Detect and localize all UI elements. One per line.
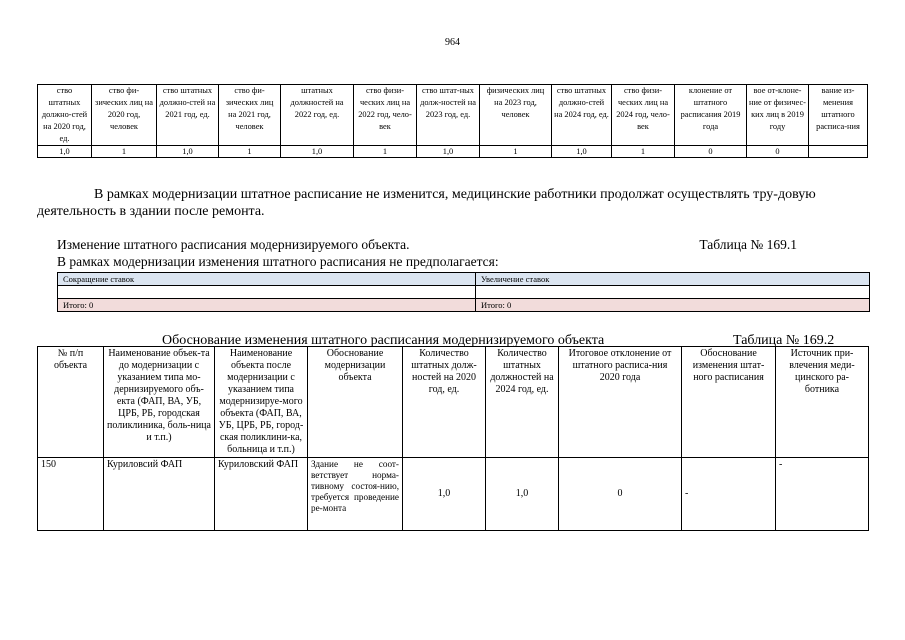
header-cell: Количество штатных должностей на 2024 год, ед. bbox=[486, 347, 559, 458]
value-cell: 1 bbox=[612, 146, 675, 158]
value-cell: 1,0 bbox=[552, 146, 612, 158]
empty-cell bbox=[58, 286, 476, 299]
value-cell: 1 bbox=[219, 146, 281, 158]
header-cell: ство штатных должно-стей на 2024 год, ед. bbox=[552, 85, 612, 146]
header-cell: ство физи-ческих лиц на 2022 год, чело-век bbox=[354, 85, 417, 146]
header-cell: Наименование объек-та до модернизации с указанием типа мо-дернизируемого объ-екта (ФАП, ВА, УБ, ЦРБ, РБ, городская поликлиника, боль-ница и т.п.) bbox=[104, 347, 215, 458]
table-caption: Обоснование изменения штатного расписания модернизируемого объекта bbox=[162, 333, 605, 348]
name-after: Куриловский ФАП bbox=[215, 458, 308, 531]
header-cell: № п/п объекта bbox=[38, 347, 104, 458]
total-cell: Итого: 0 bbox=[476, 299, 870, 312]
caption-title: Изменение штатного расписания модернизируемого объекта. bbox=[57, 237, 410, 252]
header-cell: ство фи-зических лиц на 2020 год, человек bbox=[92, 85, 157, 146]
value-cell: 1,0 bbox=[157, 146, 219, 158]
header-cell: ство физи-ческих лиц на 2024 год, чело-век bbox=[612, 85, 675, 146]
header-cell: Наименование объекта после модернизации с указанием типа модернизируе-мого объекта (ФАП, ВА, УБ, ЦРБ, РБ, город-ская поликлини-ка, больница и т.п.) bbox=[215, 347, 308, 458]
table-header-row bbox=[38, 347, 869, 458]
staff-source: - bbox=[776, 458, 869, 531]
table-caption bbox=[57, 237, 797, 253]
table-number: Таблица № 169.1 bbox=[699, 237, 797, 252]
value-cell: 1,0 bbox=[417, 146, 480, 158]
header-cell: Увеличение ставок bbox=[476, 273, 870, 286]
empty-cell bbox=[476, 286, 870, 299]
object-number: 150 bbox=[38, 458, 104, 531]
total-cell: Итого: 0 bbox=[58, 299, 476, 312]
staff-2020: 1,0 bbox=[403, 458, 486, 531]
table-row bbox=[58, 286, 870, 299]
staff-change-table bbox=[57, 272, 870, 312]
header-cell: ство штатных должно-стей на 2021 год, ед. bbox=[157, 85, 219, 146]
header-cell: Обоснование изменения штат-ного расписания bbox=[682, 347, 776, 458]
table-row bbox=[38, 458, 869, 531]
value-cell: 1,0 bbox=[38, 146, 92, 158]
caption-subtitle: В рамках модернизации изменения штатного расписания не предполагается: bbox=[57, 254, 499, 269]
value-cell: 1 bbox=[92, 146, 157, 158]
value-cell: 1,0 bbox=[281, 146, 354, 158]
staffing-table-continued bbox=[37, 84, 868, 158]
total-row bbox=[58, 299, 870, 312]
header-cell: штатных должностей на 2022 год, ед. bbox=[281, 85, 354, 146]
table-header-row bbox=[58, 273, 870, 286]
header-cell: Обоснование модернизации объекта bbox=[308, 347, 403, 458]
value-cell bbox=[809, 146, 868, 158]
name-before: Куриловсий ФАП bbox=[104, 458, 215, 531]
header-cell: Сокращение ставок bbox=[58, 273, 476, 286]
table-number: Таблица № 169.2 bbox=[733, 333, 835, 348]
page-number: 964 bbox=[445, 37, 460, 48]
header-cell: ство штат-ных долж-ностей на 2023 год, ед. bbox=[417, 85, 480, 146]
header-cell: Источник при-влечения меди-цинского ра-ботника bbox=[776, 347, 869, 458]
header-cell: вание из-менения штатного расписа-ния bbox=[809, 85, 868, 146]
value-cell: 1 bbox=[480, 146, 552, 158]
modernization-justification: Здание не соот-ветствует норма-тивному состоя-нию, требуется проведение ре-монта bbox=[308, 458, 403, 531]
value-cell: 0 bbox=[747, 146, 809, 158]
header-cell: клонение от штатного расписания 2019 года bbox=[675, 85, 747, 146]
header-cell: Итоговое отклонение от штатного расписа-ния 2020 года bbox=[559, 347, 682, 458]
table-row bbox=[38, 146, 868, 158]
header-cell: ство фи-зических лиц на 2021 год, человек bbox=[219, 85, 281, 146]
header-cell: Количество штатных долж-ностей на 2020 год, ед. bbox=[403, 347, 486, 458]
change-reason: - bbox=[682, 458, 776, 531]
paragraph: В рамках модернизации штатное расписание не изменится, медицинские работники продолжат осуществлять тру-довую деятельность в здании после ремонта. bbox=[37, 187, 816, 219]
header-cell: физических лиц на 2023 год, человек bbox=[480, 85, 552, 146]
header-cell: ство штатных должно-стей на 2020 год, ед. bbox=[38, 85, 92, 146]
staff-2024: 1,0 bbox=[486, 458, 559, 531]
value-cell: 0 bbox=[675, 146, 747, 158]
header-cell: вое от-клоне-ние от физичес-ких лиц в 2019 году bbox=[747, 85, 809, 146]
table-header-row bbox=[38, 85, 868, 146]
deviation: 0 bbox=[559, 458, 682, 531]
value-cell: 1 bbox=[354, 146, 417, 158]
justification-table bbox=[37, 346, 869, 531]
